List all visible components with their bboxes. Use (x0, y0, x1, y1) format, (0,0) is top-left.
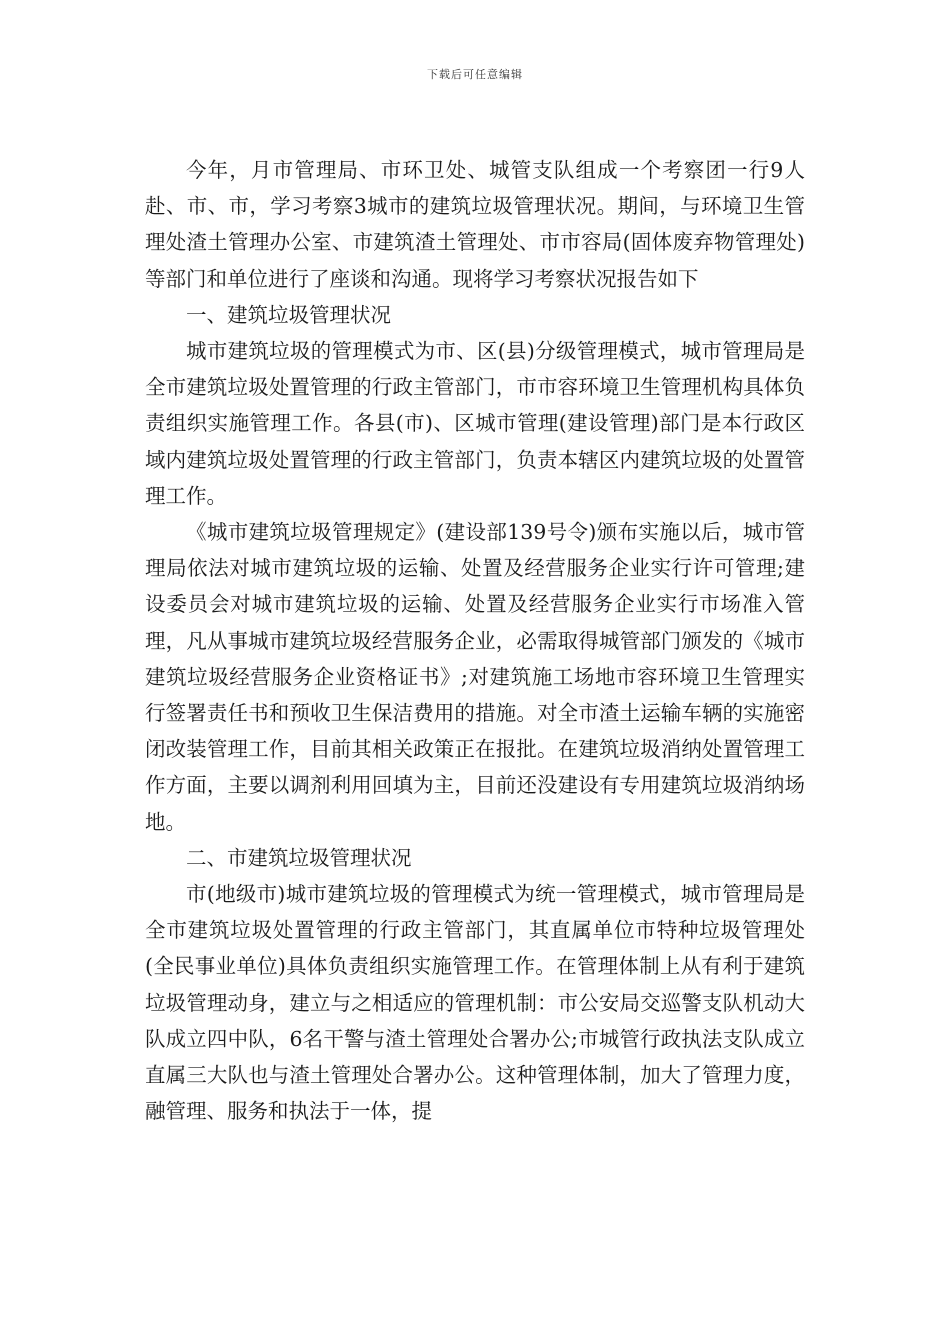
page-header: 下载后可任意编辑 (427, 68, 523, 81)
section-heading-1: 一、建筑垃圾管理状况 (186, 302, 391, 327)
section-heading-2: 二、市建筑垃圾管理状况 (186, 845, 412, 870)
paragraph-regulations: 《城市建筑垃圾管理规定》(建设部139号令)颁布实施以后，城市管理局依法对城市建筑垃圾的运输、处置及经营服务企业实行许可管理;建设委员会对城市建筑垃圾的运输、处置及经营服务企业实行市场准入管理，凡从事城市建筑垃圾经营服务企业，必需取得城管部门颁发的《城市建筑垃圾经营服务企业资格证书》;对建筑施工场地市容环境卫生管理实行签署责任书和预收卫生保洁费用的措施。对全市渣土运输车辆的实施密闭改装管理工作，目前其相关政策正在报批。在建筑垃圾消纳处置管理工作方面，主要以调剂利用回填为主，目前还没建设有专用建筑垃圾消纳场地。 (145, 520, 805, 834)
document-body (145, 152, 805, 1129)
paragraph-management-mode: 城市建筑垃圾的管理模式为市、区(县)分级管理模式，城市管理局是全市建筑垃圾处置管理的行政主管部门，市市容环境卫生管理机构具体负责组织实施管理工作。各县(市)、区城市管理(建设管理)部门是本行政区域内建筑垃圾处置管理的行政主管部门，负责本辖区内建筑垃圾的处置管理工作。 (145, 339, 805, 508)
paragraph-intro: 今年，月市管理局、市环卫处、城管支队组成一个考察团一行9人赴、市、市，学习考察3城市的建筑垃圾管理状况。期间，与环境卫生管理处渣土管理办公室、市建筑渣土管理处、市市容局(固体废弃物管理处)等部门和单位进行了座谈和沟通。现将学习考察状况报告如下 (145, 158, 805, 291)
paragraph-city-management: 市(地级市)城市建筑垃圾的管理模式为统一管理模式，城市管理局是全市建筑垃圾处置管理的行政主管部门，其直属单位市特种垃圾管理处(全民事业单位)具体负责组织实施管理工作。在管理体制上从有利于建筑垃圾管理动身，建立与之相适应的管理机制：市公安局交巡警支队机动大队成立四中队，6名干警与渣土管理处合署办公;市城管行政执法支队成立直属三大队也与渣土管理处合署办公。这种管理体制，加大了管理力度，融管理、服务和执法于一体，提 (145, 882, 805, 1124)
